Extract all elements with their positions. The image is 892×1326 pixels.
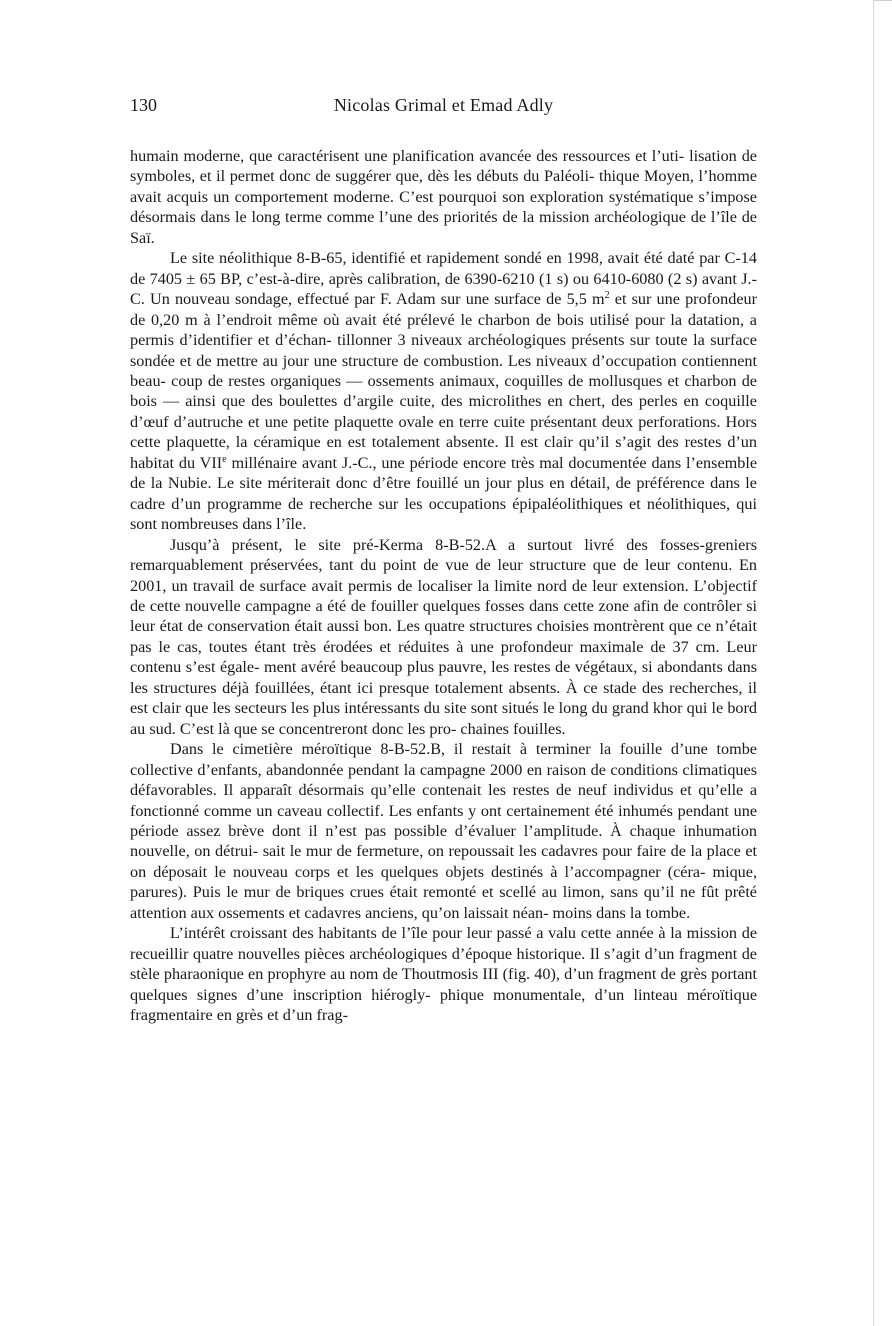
paragraph-2-part-1: Le site néolithique 8-B-65, identifié et rapidement sondé en 1998, avait été daté par C-14 de 7405 ± 65 BP, c’est-à-dire, après calibration, de 6390-6210 (1 s) ou 6410-6080 (2 s) avant J.-C. Un nouveau sondage, effectué par F. Adam sur une surface de 5,5 m	[130, 249, 757, 309]
running-head: Nicolas Grimal et Emad Adly	[333, 95, 554, 115]
paragraph-2-part-3: millénaire avant J.-C., une période encore très mal documentée dans l’ensemble de la Nubie. Le site mériterait donc d’être fouillé un jour plus en détail, de préférence dans le cadre d’un programme de recherche sur les occupations épipaléolithiques et néolithiques, qui sont nombreuses dans l’île.	[130, 453, 757, 534]
page-edge-tick	[874, 0, 892, 1]
paragraph-1: humain moderne, que caractérisent une planification avancée des ressources et l’uti- lisation de symboles, et il permet donc de suggérer que, dès les débuts du Paléoli- thique Moyen, l’homme avait acquis un comportement moderne. C’est pourquoi son exploration systématique s’impose désormais dans le long terme comme l’une des priorités de la mission archéologique de l’île de Saï.	[130, 147, 757, 247]
page-edge-line	[873, 0, 874, 1326]
paragraph-2-part-2: et sur une profondeur de 0,20 m à l’endroit même où avait été prélevé le charbon de bois utilisé pour la datation, a permis d’identifier et d’échan- tillonner 3 niveaux archéologiques présents sur toute la surface sondée et de mettre au jour une structure de combustion. Les niveaux d’occupation contiennent beau- coup de restes organiques — ossements animaux, coquilles de mollusques et charbon de bois — ainsi que des boulettes d’argile cuite, des microlithes en chert, des perles en coquille d’œuf d’autruche et une petite plaquette ovale en terre cuite présentant deux perforations. Hors cette plaquette, la céramique en est totalement absente. Il est clair qu’il s’agit des restes d’un habitat du VII	[130, 290, 758, 472]
page-number: 130	[130, 95, 157, 115]
paragraph-4: Dans le cimetière méroïtique 8-B-52.B, il restait à terminer la fouille d’une tombe collective d’enfants, abandonnée pendant la campagne 2000 en raison de conditions climatiques défavorables. Il apparaît désormais qu’elle contenait les restes de neuf individus et qu’elle a fonctionné comme un caveau collectif. Les enfants y ont certainement été inhumés pendant une période assez brève dont il n’est pas possible d’évaluer l’amplitude. À chaque inhumation nouvelle, on détrui- sait le mur de fermeture, on repoussait les cadavres pour faire de la place et on déposait le nouveau corps et les quelques objets destinés à l’accompagner (céra- mique, parures). Puis le mur de briques crues était remonté et scellé au limon, sans qu’il ne fût prêté attention aux ossements et cadavres anciens, qu’on laissait néan- moins dans la tombe.	[130, 740, 757, 922]
paragraph-3: Jusqu’à présent, le site pré-Kerma 8-B-52.A a surtout livré des fosses-greniers remarquablement préservées, tant du point de vue de leur structure que de leur contenu. En 2001, un travail de surface avait permis de localiser la limite nord de leur extension. L’objectif de cette nouvelle campagne a été de fouiller quelques fosses dans cette zone afin de contrôler si leur état de conservation était aussi bon. Les quatre structures choisies montrèrent que ce n’était pas le cas, toutes étant très érodées et réduites à une profondeur maximale de 37 cm. Leur contenu s’est égale- ment avéré beaucoup plus pauvre, les restes de végétaux, si abondants dans les structures déjà fouillées, étant ici presque totalement absents. À ce stade des recherches, il est clair que les secteurs les plus intéressants du site sont situés le long du grand khor qui le bord au sud. C’est là que se concentreront donc les pro- chaines fouilles.	[130, 535, 757, 738]
paragraph-5: L’intérêt croissant des habitants de l’île pour leur passé a valu cette année à la mission de recueillir quatre nouvelles pièces archéologiques d’époque historique. Il s’agit d’un fragment de stèle pharaonique en prophyre au nom de Thoutmosis III (fig. 40), d’un fragment de grès portant quelques signes d’une inscription hiérogly- phique monumentale, d’un linteau méroïtique fragmentaire en grès et d’un frag-	[130, 924, 757, 1025]
superscript-squared: 2	[604, 290, 610, 302]
superscript-e: e	[222, 453, 227, 465]
body-text	[130, 146, 757, 1025]
paragraph-2	[130, 248, 757, 534]
